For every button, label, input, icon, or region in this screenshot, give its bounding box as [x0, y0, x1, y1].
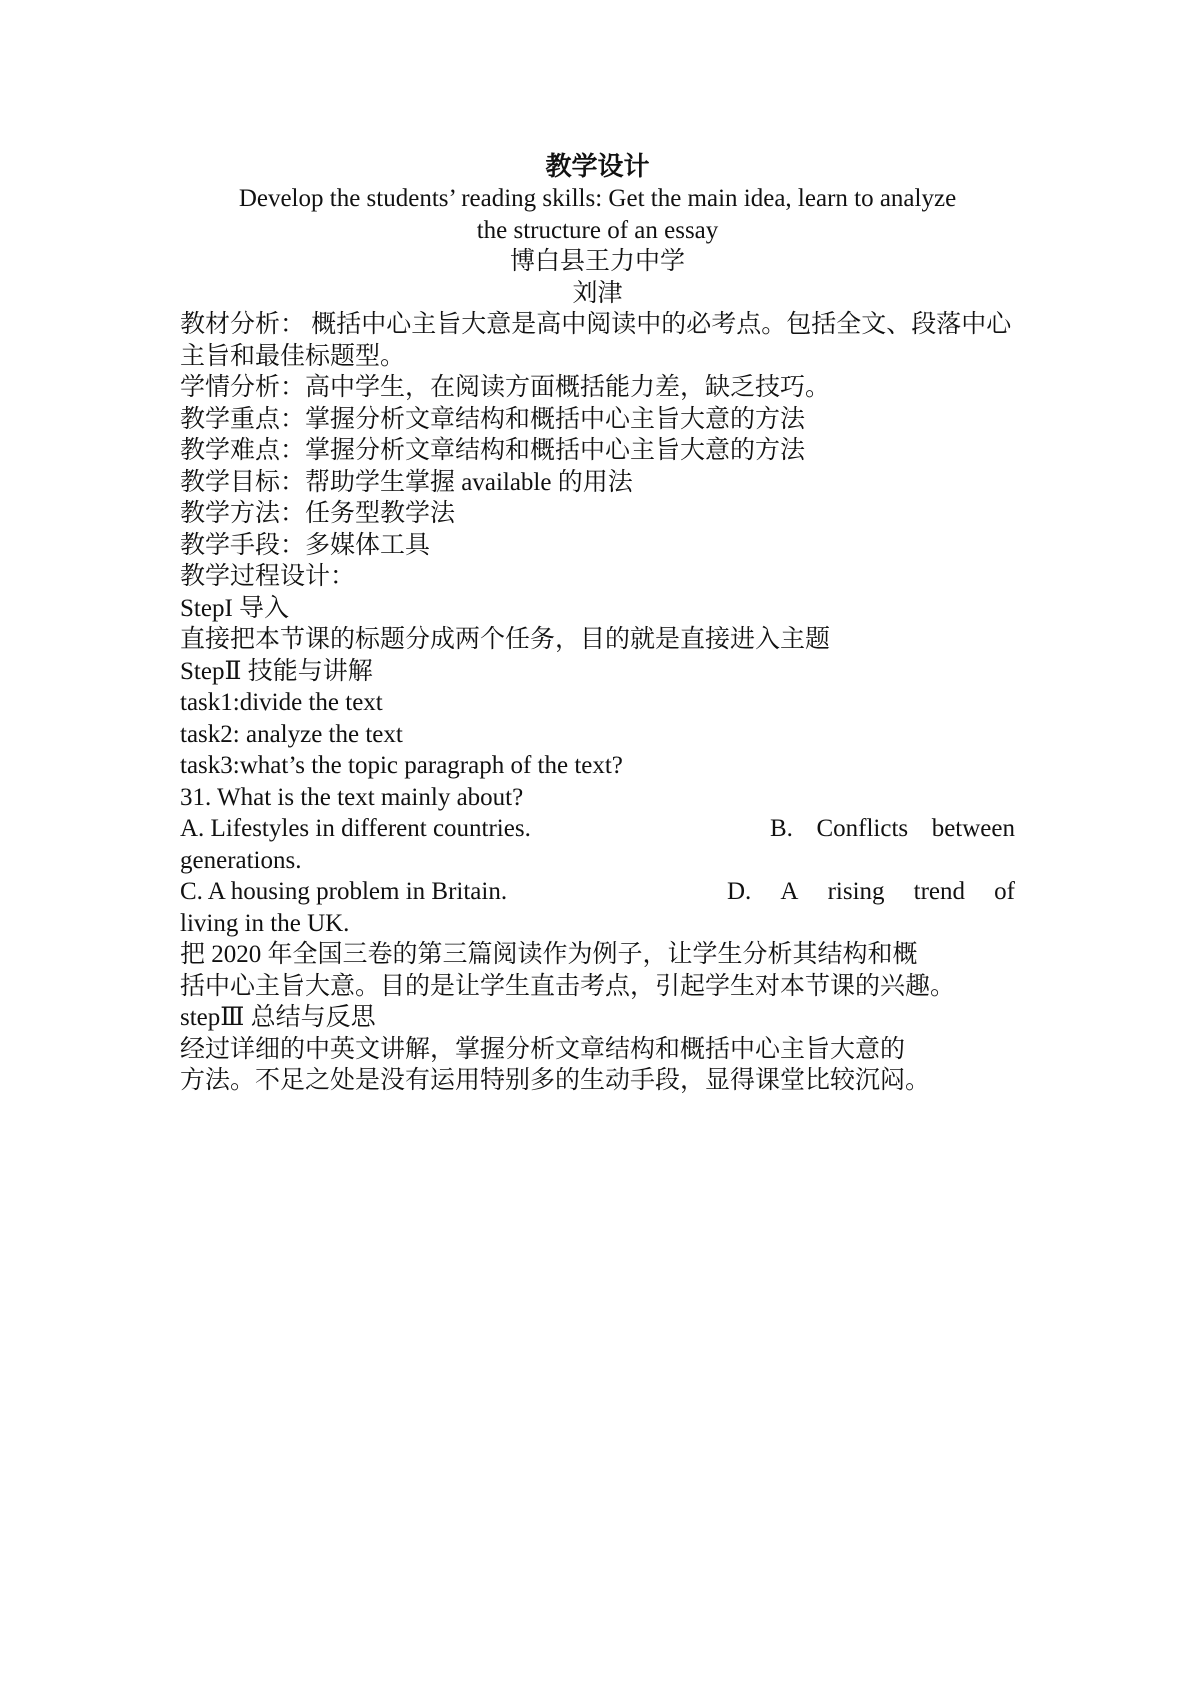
teaching-method: 教学方法：任务型教学法	[180, 500, 456, 527]
example-line-2: 括中心主旨大意。目的是让学生直击考点，引起学生对本节课的兴趣。	[180, 972, 956, 1000]
option-d-continued: living in the UK.	[180, 909, 350, 937]
document-page	[180, 150, 1015, 1097]
page-title: 教学设计	[545, 152, 650, 181]
options-row-cd	[180, 876, 1015, 908]
option-a: A. Lifestyles in different countries.	[180, 815, 531, 842]
option-c: C. A housing problem in Britain.	[180, 878, 508, 905]
summary-line-1: 经过详细的中英文讲解，掌握分析文章结构和概括中心主旨大意的	[180, 1035, 906, 1063]
material-analysis: 教材分析： 概括中心主旨大意是高中阅读中的必考点。包括全文、段落中心主旨和最佳标题型。	[180, 311, 1012, 370]
option-d: D. A rising trend of	[727, 878, 1015, 905]
summary-line-2: 方法。不足之处是没有运用特别多的生动手段，显得课堂比较沉闷。	[180, 1067, 931, 1094]
step1-heading: StepI 导入	[180, 594, 290, 622]
difficult-points: 教学难点：掌握分析文章结构和概括中心主旨大意的方法	[180, 437, 806, 464]
teaching-objective: 教学目标：帮助学生掌握 available 的用法	[180, 468, 633, 496]
task3: task3:what’s the topic paragraph of the text?	[180, 752, 623, 779]
subtitle-line-2: the structure of an essay	[476, 216, 719, 244]
task2: task2: analyze the text	[180, 720, 403, 748]
student-analysis: 学情分析：高中学生，在阅读方面概括能力差，缺乏技巧。	[180, 374, 831, 401]
teaching-means: 教学手段：多媒体工具	[180, 531, 431, 559]
step3-heading: stepⅢ 总结与反思	[180, 1004, 376, 1031]
process-heading: 教学过程设计：	[180, 563, 356, 590]
option-b-continued: generations.	[180, 846, 302, 874]
key-points: 教学重点：掌握分析文章结构和概括中心主旨大意的方法	[180, 405, 806, 433]
task1: task1:divide the text	[180, 689, 383, 716]
options-row-ab	[180, 813, 1015, 845]
subtitle-line-1: Develop the students’ reading skills: Get the main idea, learn to analyze	[238, 185, 957, 212]
school-name: 博白县王力中学	[509, 248, 685, 275]
question: 31. What is the text mainly about?	[180, 783, 524, 811]
step1-text: 直接把本节课的标题分成两个任务，目的就是直接进入主题	[180, 626, 831, 653]
step2-heading: StepⅡ 技能与讲解	[180, 657, 373, 685]
author-name: 刘津	[572, 279, 623, 307]
option-b: B. Conflicts between	[770, 815, 1015, 842]
example-line-1: 把 2020 年全国三卷的第三篇阅读作为例子，让学生分析其结构和概	[180, 941, 918, 968]
